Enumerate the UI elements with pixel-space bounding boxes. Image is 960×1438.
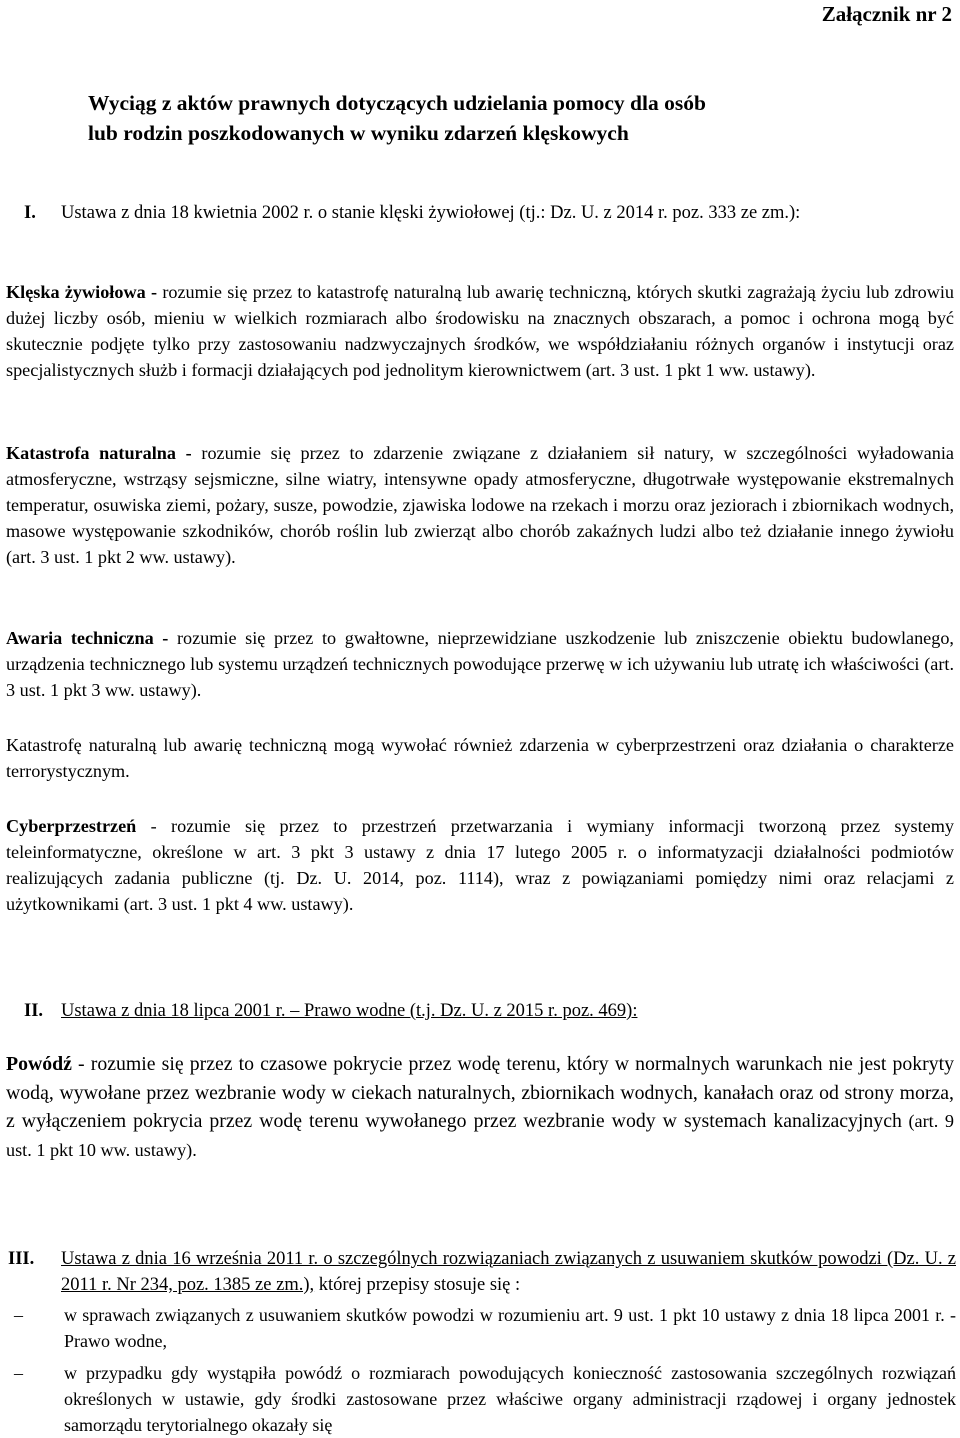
section-3-title [6,1246,956,1298]
list-item [6,1360,956,1438]
dash-bullet-icon: – [14,1305,23,1325]
definition-flood-text: - rozumie się przez to czasowe pokrycie przez wodę terenu, który w normalnych warunkach nie jest pokryty wodą, wywołane przez wezbranie wody w ciekach naturalnych, zbiornikach wodnych, kanałach oraz od strony morza, z wyłączeniem pokrycia przez wodę terenu wywołanego przez wezbranie wody w systemach kanalizacyjnych [6,1053,954,1132]
term-flood: Powódź [6,1053,72,1075]
section-1-number: I. [24,203,36,223]
definition-disaster-text: rozumie się przez to katastrofę naturalną lub awarię techniczną, których skutki zagrażają życiu lub zdrowiu dużej liczby osób, mieniu w wielkich rozmiarach albo środowisku na znacznych obszarach, a pomoc i ochrona mogą być skutecznie podjęte tylko przy zastosowaniu nadzwyczajnych środków, we współdziałaniu różnych organów i instytucji oraz specjalistycznych służb i formacji działających pod jednolitym kierownictwem (art. 3 ust. 1 pkt 1 ww. ustawy). [6,282,954,380]
dash-bullet-icon: – [14,1363,23,1383]
section-3-title-underlined: Ustawa z dnia 16 września 2011 r. o szczególnych rozwiązaniach związanych z usuwaniem skutków powodzi (Dz. U. z 2011 r. Nr 234, poz. 1385 ze zm.), [61,1249,956,1295]
definition-technical-failure-text: rozumie się przez to gwałtowne, nieprzewidziane uszkodzenie lub zniszczenie obiektu budowlanego, urządzenia technicznego lub systemu urządzeń technicznych powodujące przerwę w ich używaniu lub utratę ich właściwości (art. 3 ust. 1 pkt 3 ww. ustawy). [6,628,954,700]
section-2-heading [24,998,954,1024]
section-2-title: Ustawa z dnia 18 lipca 2001 r. – Prawo wodne (t.j. Dz. U. z 2015 r. poz. 469): [61,1001,638,1021]
annex-label: Załącznik nr 2 [821,2,952,26]
cyber-note-paragraph: Katastrofę naturalną lub awarię techniczną mogą wywołać również zdarzenia w cyberprzestrzeni oraz działania o charakterze terrorystycznym. [6,735,954,781]
definition-cyberspace [6,813,954,917]
definition-disaster [6,279,954,383]
definition-natural-catastrophe [6,440,954,570]
section-2-number: II. [24,1001,44,1021]
section-1-title: Ustawa z dnia 18 kwietnia 2002 r. o stanie klęski żywiołowej (tj.: Dz. U. z 2014 r. poz. 333 ze zm.): [61,203,801,223]
section-3-heading [6,1246,956,1298]
section-1-heading [24,200,954,226]
term-technical-failure: Awaria techniczna - [6,628,169,648]
term-disaster: Klęska żywiołowa - [6,282,158,302]
definition-technical-failure [6,625,954,703]
definition-flood-reference: (art. 9 ust. 1 pkt 10 ww. ustawy). [6,1111,954,1160]
section-3-title-rest: której przepisy stosuje się : [314,1275,521,1295]
definition-flood [6,1050,954,1164]
title-line-1: Wyciąg z aktów prawnych dotyczących udzielania pomocy dla osób [88,91,706,115]
section-3-bullet-list [6,1302,956,1438]
term-natural-catastrophe: Katastrofa naturalna - [6,443,192,463]
definition-cyberspace-text: - rozumie się przez to przestrzeń przetwarzania i wymiany informacji tworzoną przez systemy teleinformatyczne, określone w art. 3 pkt 3 ustawy z dnia 17 lutego 2005 r. o informatyzacji działalności podmiotów realizujących zadania publiczne (tj. Dz. U. 2014, poz. 1114), wraz z powiązaniami pomiędzy nimi oraz relacjami z użytkownikami (art. 3 ust. 1 pkt 4 ww. ustawy). [6,816,954,914]
title-line-2: lub rodzin poszkodowanych w wyniku zdarzeń klęskowych [88,121,629,145]
list-item-text: w sprawach związanych z usuwaniem skutków powodzi w rozumieniu art. 9 ust. 1 pkt 10 ustawy z dnia 18 lipca 2001 r. - Prawo wodne, [64,1305,956,1351]
definition-natural-catastrophe-text: rozumie się przez to zdarzenie związane z działaniem sił natury, w szczególności wyładowania atmosferyczne, wstrząsy sejsmiczne, silne wiatry, intensywne opady atmosferyczne, długotrwałe występowanie ekstremalnych temperatur, osuwiska ziemi, pożary, susze, powodzie, zjawiska lodowe na rzekach i morzu oraz jeziorach i zbiornikach wodnych, masowe występowanie szkodników, chorób roślin lub zwierząt albo chorób zakaźnych ludzi albo też działanie innego żywiołu (art. 3 ust. 1 pkt 2 ww. ustawy). [6,443,954,567]
section-3-number: III. [8,1249,35,1269]
list-item [6,1302,956,1354]
term-cyberspace: Cyberprzestrzeń [6,816,137,836]
list-item-text: w przypadku gdy wystąpiła powódź o rozmiarach powodujących konieczność zastosowania szczególnych rozwiązań określonych w ustawie, gdy środki zastosowane przez właściwe organy administracji rządowej i organy jednostek samorządu terytorialnego okazały się [64,1363,956,1435]
document-title [88,88,908,148]
